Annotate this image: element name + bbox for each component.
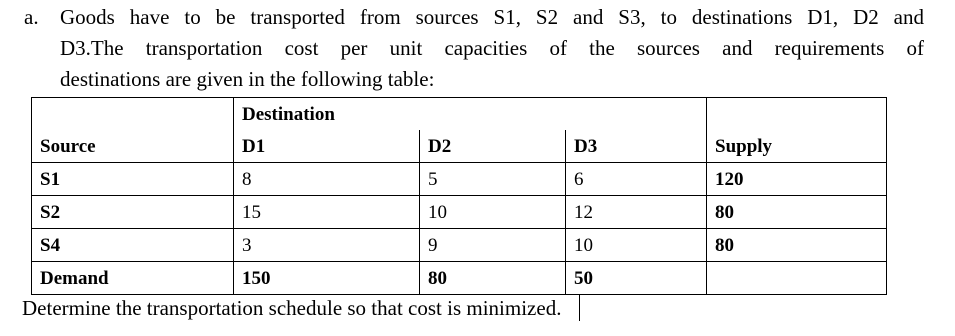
column-header-d1: D1 <box>234 130 420 163</box>
question-line-3 <box>24 64 924 95</box>
table-row <box>32 196 887 229</box>
column-header-d3: D3 <box>566 130 707 163</box>
source-header-top <box>32 98 234 131</box>
table-header-row-1 <box>32 98 887 131</box>
supply-cell: 120 <box>707 163 887 196</box>
destination-header-span-2 <box>566 98 707 131</box>
source-header: Source <box>32 130 234 163</box>
table-row <box>32 163 887 196</box>
destination-header: Destination <box>234 98 420 131</box>
table-row <box>32 229 887 262</box>
demand-label: Demand <box>32 262 234 295</box>
cost-cell: 12 <box>566 196 707 229</box>
transportation-table <box>31 97 887 295</box>
cost-cell: 3 <box>234 229 420 262</box>
supply-cell: 80 <box>707 196 887 229</box>
row-source-label: S1 <box>32 163 234 196</box>
cost-cell: 9 <box>420 229 566 262</box>
question-paragraph <box>24 2 924 95</box>
demand-cell: 80 <box>420 262 566 295</box>
cost-cell: 5 <box>420 163 566 196</box>
question-line-1 <box>24 2 924 33</box>
question-text-line-1: Goods have to be transported from sources S1, S2 and S3, to destinations D1, D2 and <box>60 5 924 29</box>
supply-header: Supply <box>707 130 887 163</box>
cost-cell: 10 <box>566 229 707 262</box>
question-line-2 <box>24 33 924 64</box>
table-demand-row <box>32 262 887 295</box>
demand-cell: 150 <box>234 262 420 295</box>
text-cursor[interactable] <box>579 295 580 321</box>
question-text-line-2: D3.The transportation cost per unit capacities of the sources and requirements of <box>60 36 924 60</box>
cost-cell: 8 <box>234 163 420 196</box>
row-source-label: S2 <box>32 196 234 229</box>
question-text-line-3: destinations are given in the following table: <box>60 67 435 91</box>
table-header-row-2 <box>32 130 887 163</box>
question-marker: a. <box>24 5 39 29</box>
supply-header-top <box>707 98 887 131</box>
demand-supply-empty-cell <box>707 262 887 295</box>
row-source-label: S4 <box>32 229 234 262</box>
instruction-line <box>22 294 580 322</box>
cost-cell: 15 <box>234 196 420 229</box>
cost-cell: 10 <box>420 196 566 229</box>
destination-header-span-1 <box>420 98 566 131</box>
demand-cell: 50 <box>566 262 707 295</box>
supply-cell: 80 <box>707 229 887 262</box>
cost-cell: 6 <box>566 163 707 196</box>
column-header-d2: D2 <box>420 130 566 163</box>
instruction-text: Determine the transportation schedule so that cost is minimized. <box>22 296 562 320</box>
